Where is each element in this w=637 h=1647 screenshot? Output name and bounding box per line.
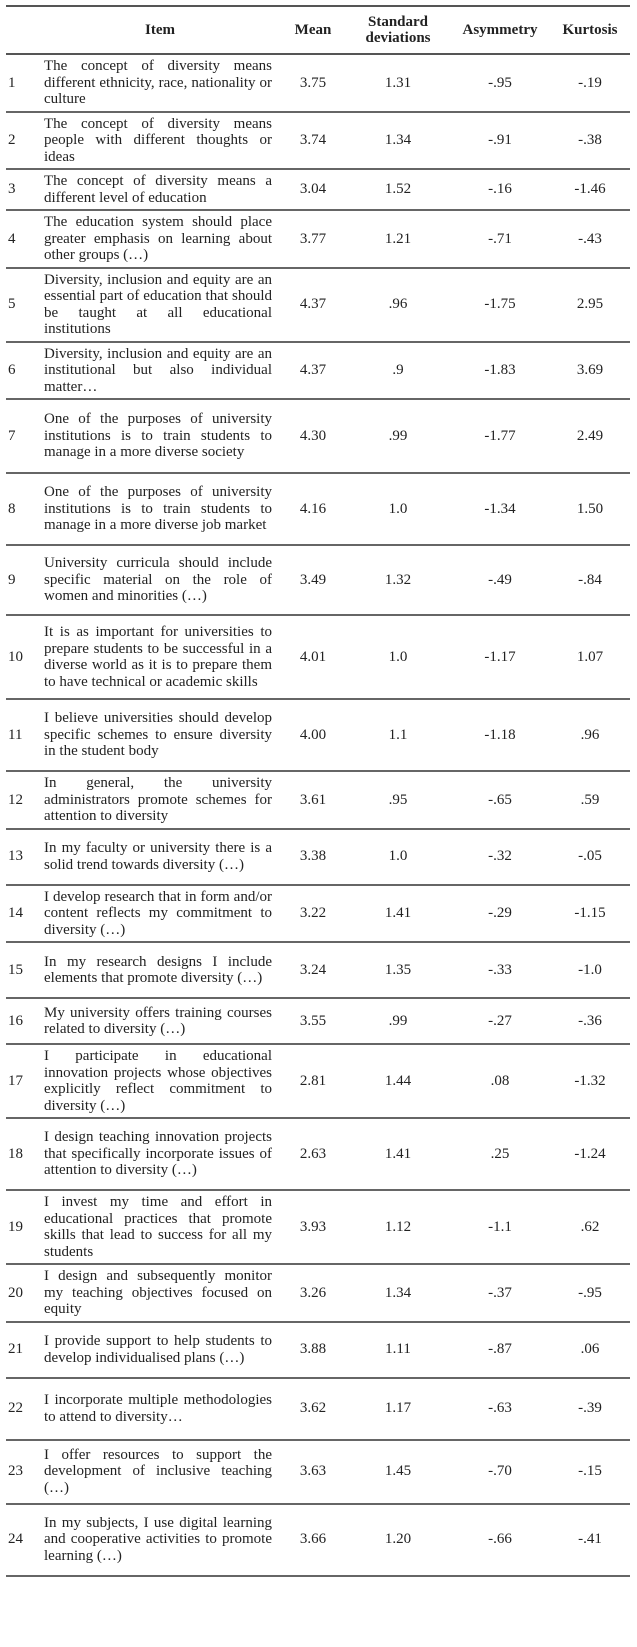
item-number: 3 [8, 181, 16, 198]
asymmetry-value: -1.75 [484, 296, 516, 313]
item-text: The education system should place greater emphasis on learning about other groups (…) [44, 214, 272, 263]
asymmetry-value: -.70 [488, 1463, 512, 1480]
mean-value: 3.55 [299, 1012, 327, 1029]
descriptive-statistics-table [6, 5, 630, 1577]
asymmetry-value: -.71 [488, 230, 512, 247]
item-number: 11 [8, 726, 23, 743]
mean-value: 2.63 [299, 1145, 327, 1162]
kurtosis-value: -1.0 [578, 961, 602, 978]
item-text: Diversity, inclusion and equity are an institutional but also individual matter… [44, 345, 272, 395]
mean-value: 3.61 [299, 791, 327, 808]
standard-deviation-value: 1.34 [384, 1284, 412, 1301]
item-number: 21 [8, 1341, 23, 1358]
asymmetry-value: -.95 [488, 74, 512, 91]
standard-deviation-value: 1.11 [385, 1341, 411, 1358]
asymmetry-value: -.37 [488, 1284, 512, 1301]
table-body [6, 54, 630, 1576]
table-row [6, 771, 630, 829]
asymmetry-value: -.49 [488, 571, 512, 588]
kurtosis-value: -.84 [578, 571, 602, 588]
item-text: In general, the university administrators promote schemes for attention to diversity [44, 775, 272, 824]
item-text: In my research designs I include elements that promote diversity (…) [44, 953, 272, 986]
standard-deviation-value: 1.0 [388, 500, 408, 517]
header-standard-deviations: Standard deviations [365, 14, 431, 46]
kurtosis-value: .96 [580, 726, 600, 743]
asymmetry-value: -.87 [488, 1341, 512, 1358]
header-kurtosis: Kurtosis [562, 22, 618, 38]
mean-value: 3.04 [299, 181, 327, 198]
kurtosis-value: -.19 [578, 74, 602, 91]
kurtosis-value: -1.32 [574, 1072, 606, 1089]
item-text: My university offers training courses related to diversity (…) [44, 1004, 272, 1037]
asymmetry-value: .25 [490, 1145, 510, 1162]
kurtosis-value: .06 [580, 1341, 600, 1358]
standard-deviation-value: 1.35 [384, 961, 412, 978]
standard-deviation-value: .9 [392, 362, 404, 378]
table-row [6, 1264, 630, 1322]
standard-deviation-value: 1.32 [384, 571, 412, 588]
table-row [6, 699, 630, 771]
item-number: 12 [8, 791, 23, 808]
asymmetry-value: -.33 [488, 961, 512, 978]
item-text: The concept of diversity means people with different thoughts or ideas [44, 115, 272, 165]
item-number: 15 [8, 961, 23, 978]
asymmetry-value: -.16 [488, 181, 512, 198]
table-row [6, 1118, 630, 1190]
standard-deviation-value: 1.20 [384, 1531, 412, 1548]
standard-deviation-value: 1.34 [384, 132, 412, 148]
standard-deviation-value: 1.52 [384, 181, 412, 198]
table-row [6, 1378, 630, 1440]
asymmetry-value: -.29 [488, 905, 512, 921]
item-text: The concept of diversity means a different level of education [44, 173, 272, 206]
item-text: I offer resources to support the development of inclusive teaching (…) [44, 1446, 272, 1496]
table-row [6, 169, 630, 210]
item-number: 9 [8, 571, 16, 588]
asymmetry-value: -.91 [488, 132, 512, 148]
standard-deviation-value: 1.17 [384, 1400, 412, 1417]
standard-deviation-value: .96 [388, 296, 408, 313]
item-text: The concept of diversity means different ethnicity, race, nationality or culture [44, 58, 272, 107]
item-text: I participate in educational innovation projects whose objectives explicitly reflect commitment to diversity (…) [44, 1048, 272, 1114]
standard-deviation-value: .99 [388, 427, 408, 444]
item-text: It is as important for universities to prepare students to be successful in a diverse world as it is to prepare them to have technical or academic skills [44, 624, 272, 690]
table-row [6, 342, 630, 400]
asymmetry-value: -1.18 [484, 726, 516, 743]
kurtosis-value: -1.15 [574, 905, 606, 921]
mean-value: 3.88 [299, 1341, 327, 1358]
item-number: 1 [8, 74, 16, 91]
kurtosis-value: 2.49 [576, 427, 604, 444]
item-text: University curricula should include specific material on the role of women and minorities (…) [44, 555, 272, 605]
standard-deviation-value: 1.0 [388, 848, 408, 865]
item-number: 5 [8, 296, 16, 313]
mean-value: 3.74 [299, 132, 327, 148]
mean-value: 2.81 [299, 1072, 327, 1089]
header-number [6, 6, 40, 54]
item-number: 14 [8, 905, 23, 921]
item-number: 20 [8, 1284, 23, 1301]
item-text: One of the purposes of university institutions is to train students to manage in a more diverse job market [44, 484, 272, 534]
mean-value: 3.93 [299, 1218, 327, 1235]
item-number: 8 [8, 500, 16, 517]
kurtosis-value: -.05 [578, 848, 602, 865]
table-row [6, 1504, 630, 1576]
table-row [6, 112, 630, 170]
kurtosis-value: -.43 [578, 230, 602, 247]
table-row [6, 1190, 630, 1264]
item-number: 4 [8, 230, 16, 247]
kurtosis-value: 3.69 [576, 362, 604, 378]
item-number: 2 [8, 132, 16, 148]
item-text: I invest my time and effort in educational practices that promote skills that lead to success for all my students [44, 1194, 272, 1260]
standard-deviation-value: 1.21 [384, 230, 412, 247]
mean-value: 3.49 [299, 571, 327, 588]
item-text: In my subjects, I use digital learning and cooperative activities to promote learning (…) [44, 1514, 272, 1564]
asymmetry-value: .08 [490, 1072, 510, 1089]
item-number: 22 [8, 1400, 23, 1417]
table-row [6, 615, 630, 699]
asymmetry-value: -1.1 [488, 1218, 512, 1235]
item-number: 17 [8, 1072, 23, 1089]
table-row [6, 545, 630, 615]
table-header [6, 6, 630, 54]
kurtosis-value: -.38 [578, 132, 602, 148]
item-text: I design and subsequently monitor my teaching objectives focused on equity [44, 1268, 272, 1317]
kurtosis-value: 1.07 [576, 648, 604, 665]
kurtosis-value: .59 [580, 791, 600, 808]
header-mean: Mean [294, 22, 332, 38]
item-number: 7 [8, 427, 16, 444]
item-text: In my faculty or university there is a solid trend towards diversity (…) [44, 840, 272, 873]
item-text: Diversity, inclusion and equity are an essential part of education that should be taught at all educational institutions [44, 271, 272, 337]
asymmetry-value: -.32 [488, 848, 512, 865]
mean-value: 3.77 [299, 230, 327, 247]
table-row [6, 1440, 630, 1504]
asymmetry-value: -1.17 [484, 648, 516, 665]
table-row [6, 942, 630, 998]
header-item: Item [145, 22, 175, 38]
standard-deviation-value: 1.12 [384, 1218, 412, 1235]
kurtosis-value: .62 [580, 1218, 600, 1235]
kurtosis-value: 2.95 [576, 296, 604, 313]
item-text: One of the purposes of university institutions is to train students to manage in a more diverse society [44, 411, 272, 461]
item-number: 10 [8, 648, 23, 665]
header-asymmetry: Asymmetry [462, 22, 538, 38]
kurtosis-value: -1.24 [574, 1145, 606, 1162]
asymmetry-value: -.66 [488, 1531, 512, 1548]
standard-deviation-value: 1.41 [384, 905, 412, 921]
item-number: 13 [8, 848, 23, 865]
header-row [6, 6, 630, 54]
standard-deviation-value: 1.41 [384, 1145, 412, 1162]
item-text: I believe universities should develop specific schemes to ensure diversity in the student body [44, 710, 272, 760]
standard-deviation-value: .95 [388, 791, 408, 808]
item-number: 16 [8, 1012, 23, 1029]
mean-value: 3.26 [299, 1284, 327, 1301]
table-row [6, 473, 630, 545]
standard-deviation-value: .99 [388, 1012, 408, 1029]
mean-value: 3.24 [299, 961, 327, 978]
item-number: 19 [8, 1218, 23, 1235]
kurtosis-value: -.39 [578, 1400, 602, 1417]
table-row [6, 1322, 630, 1378]
item-number: 23 [8, 1463, 23, 1480]
table-row [6, 399, 630, 473]
table-row [6, 885, 630, 943]
mean-value: 3.66 [299, 1531, 327, 1548]
table-row [6, 998, 630, 1044]
asymmetry-value: -.27 [488, 1012, 512, 1029]
item-text: I develop research that in form and/or content reflects my commitment to diversity (…) [44, 888, 272, 938]
item-number: 18 [8, 1145, 23, 1162]
table-row [6, 268, 630, 342]
kurtosis-value: -.36 [578, 1012, 602, 1029]
standard-deviation-value: 1.44 [384, 1072, 412, 1089]
kurtosis-value: -.41 [578, 1531, 602, 1548]
asymmetry-value: -.63 [488, 1400, 512, 1417]
mean-value: 4.00 [299, 726, 327, 743]
mean-value: 3.38 [299, 848, 327, 865]
item-number: 6 [8, 362, 16, 378]
mean-value: 3.62 [299, 1400, 327, 1417]
kurtosis-value: -.15 [578, 1463, 602, 1480]
item-text: I design teaching innovation projects that specifically incorporate issues of attention to diversity (…) [44, 1129, 272, 1179]
asymmetry-value: -1.83 [484, 362, 516, 378]
kurtosis-value: -1.46 [574, 181, 606, 198]
mean-value: 3.75 [299, 74, 327, 91]
mean-value: 4.01 [299, 648, 327, 665]
table-row [6, 829, 630, 885]
table-row [6, 54, 630, 112]
mean-value: 3.63 [299, 1463, 327, 1480]
item-text: I incorporate multiple methodologies to attend to diversity… [44, 1392, 272, 1425]
standard-deviation-value: 1.45 [384, 1463, 412, 1480]
item-number: 24 [8, 1531, 23, 1548]
table-row [6, 1044, 630, 1118]
kurtosis-value: -.95 [578, 1284, 602, 1301]
standard-deviation-value: 1.1 [388, 726, 408, 743]
kurtosis-value: 1.50 [576, 500, 604, 517]
table-row [6, 210, 630, 268]
item-text: I provide support to help students to develop individualised plans (…) [44, 1333, 272, 1366]
asymmetry-value: -1.34 [484, 500, 516, 517]
mean-value: 4.37 [299, 296, 327, 313]
mean-value: 4.16 [299, 500, 327, 517]
mean-value: 4.30 [299, 427, 327, 444]
mean-value: 3.22 [299, 905, 327, 921]
asymmetry-value: -.65 [488, 791, 512, 808]
standard-deviation-value: 1.0 [388, 648, 408, 665]
mean-value: 4.37 [299, 362, 327, 378]
standard-deviation-value: 1.31 [384, 74, 412, 91]
asymmetry-value: -1.77 [484, 427, 516, 444]
